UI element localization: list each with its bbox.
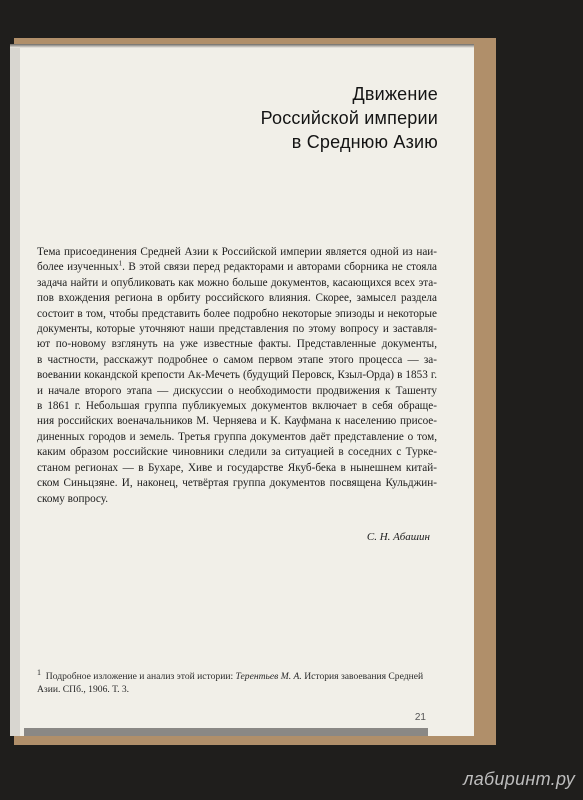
footnote-line (37, 666, 437, 683)
body-line: ния российских военачальников М. Черняева и К. Кауфмана к населению присое- (37, 415, 437, 428)
body-line (37, 260, 437, 275)
body-line: скому вопросу. (37, 492, 109, 505)
book-page (10, 44, 474, 736)
body-fragment: более изученных (37, 261, 119, 274)
body-fragment: . В этой связи перед редакторами и авторами сборника не стояла (122, 261, 437, 274)
body-line: каким образом российские чиновники следили за ситуацией в соседних с Турке- (37, 446, 437, 459)
heading-line-1: Движение (352, 84, 438, 104)
footnote-line: Азии. СПб., 1906. Т. 3. (37, 684, 130, 696)
footnote-text: Подробное изложение и анализ этой истории: (45, 671, 234, 683)
heading-line-3: в Среднюю Азию (291, 132, 438, 152)
body-line: ют по-новому взглянуть на уже известные факты. Представленные документы, (37, 338, 437, 351)
footnote-text: История завоевания Средней (304, 671, 424, 683)
footnote-number: 1 (37, 668, 41, 677)
body-line: пов вхождения региона в орбиту российского влияния. Скорее, замысел раздела (37, 292, 437, 305)
page-top-shadow (10, 44, 474, 48)
body-text (37, 245, 437, 507)
body-line: воевании кокандской крепости Ак-Мечеть (будущий Перовск, Кзыл-Орда) в 1853 г. (37, 369, 437, 382)
footnote-ref: 1 (118, 259, 123, 268)
body-line: ском Синьцзяне. И, наконец, четвёртая группа документов посвящена Кульджин- (37, 477, 437, 490)
heading-line-2: Российской империи (260, 108, 438, 128)
body-line: Тема присоединения Средней Азии к Российской империи является одной из наи- (37, 246, 437, 258)
body-line: станом регионах — в Бухаре, Хиве и государстве Якуб-бека в нынешнем китай- (37, 461, 437, 474)
body-line: документы, которые уточняют наши представления по этому вопросу и заставля- (37, 323, 437, 336)
chapter-heading (108, 82, 438, 154)
page-number: 21 (414, 712, 426, 723)
body-line: в частности, расскажут подробнее о самом первом этапе этого процесса — за- (37, 353, 437, 366)
body-line: и начале второго этапа — дискуссии о необходимости продвижения к Ташенту (37, 384, 437, 397)
author-signature: С. Н. Абашин (366, 531, 430, 543)
body-line: в 1861 г. Небольшая группа публикуемых документов включает в себя обраще- (37, 400, 437, 413)
footnote-author: Терентьев М. А. (235, 671, 302, 683)
watermark-logo: лабиринт.ру (463, 769, 575, 789)
body-line: диненных городов и земель. Третья группа документов даёт представление о том, (37, 430, 437, 443)
body-line: задача найти и опубликовать как можно больше документов, касающихся всех эта- (37, 276, 437, 289)
footer-bar (24, 728, 428, 736)
page-left-strip (10, 44, 20, 736)
footnote (37, 666, 437, 696)
body-line: состоит в том, чтобы представить более подробно некоторые эпизоды и некоторые (37, 307, 437, 320)
